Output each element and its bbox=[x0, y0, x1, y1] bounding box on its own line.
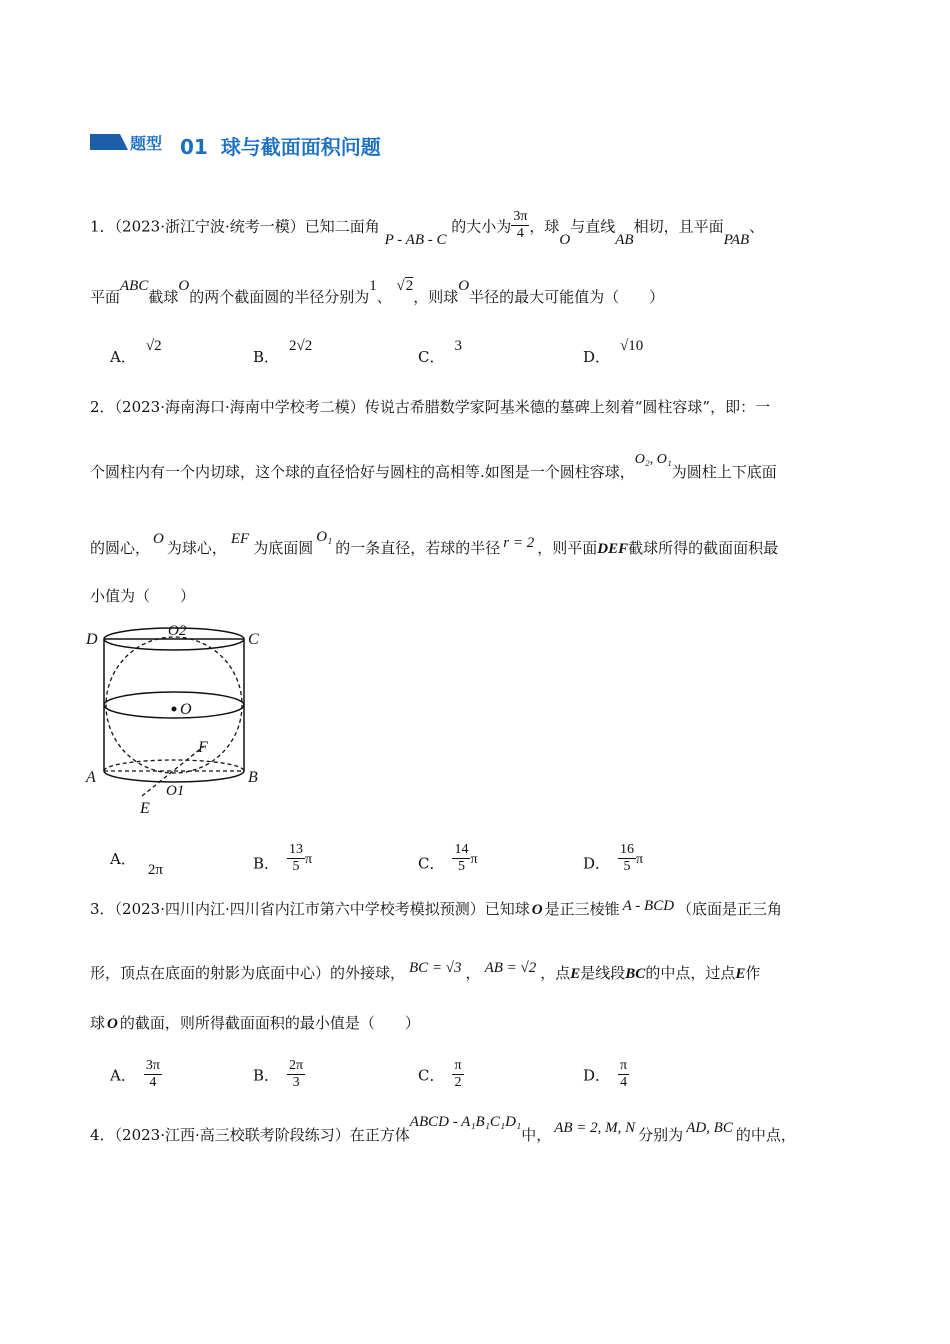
q1-text: 截球 bbox=[148, 288, 179, 306]
q3-option-d[interactable] bbox=[583, 1060, 629, 1093]
q1-AB: AB bbox=[615, 231, 634, 248]
option-fraction bbox=[452, 842, 470, 875]
cylinder-sphere-figure bbox=[80, 618, 270, 818]
option-label: D． bbox=[583, 854, 611, 873]
q1-text: 的大小为 bbox=[451, 217, 512, 236]
q2-text: 小值为（ ） bbox=[90, 587, 196, 605]
option-suffix: π bbox=[470, 851, 478, 867]
option-label: A． bbox=[110, 850, 136, 868]
q1-option-a[interactable] bbox=[110, 338, 162, 367]
q2-O: O bbox=[153, 531, 164, 547]
option-label: A． bbox=[110, 348, 136, 366]
bottom-ellipse-back bbox=[104, 760, 244, 771]
option-suffix: π bbox=[305, 851, 313, 867]
option-label: B． bbox=[253, 1066, 280, 1085]
option-label: D． bbox=[583, 1066, 611, 1085]
q1-option-d[interactable] bbox=[583, 338, 644, 367]
section-tag: 题型 bbox=[130, 134, 163, 153]
label-f: F bbox=[198, 739, 208, 756]
q2-text: 为圆柱上下底面 bbox=[671, 463, 777, 481]
frac-num: 3π bbox=[145, 1058, 160, 1073]
q2-option-d[interactable] bbox=[583, 842, 644, 881]
q1-frac-num: 3π bbox=[513, 209, 528, 224]
frac-num: 13 bbox=[289, 842, 304, 857]
q2-line2 bbox=[90, 452, 777, 482]
option-value: 2√2 bbox=[289, 338, 313, 354]
section-number: 01 bbox=[180, 135, 208, 159]
q2-EF: EF bbox=[230, 531, 250, 547]
q4-cube: ABCD - A₁B₁C₁D₁ bbox=[409, 1114, 522, 1130]
option-suffix: π bbox=[636, 851, 644, 867]
q3-number: 3． bbox=[90, 900, 115, 918]
q1-text: 、 bbox=[376, 288, 392, 306]
q1-r2-radicand: 2 bbox=[405, 278, 414, 294]
q2-text: 的一条直径，若球的半径 bbox=[335, 539, 501, 557]
q4-mid: AD, BC bbox=[686, 1120, 733, 1136]
q1-line2 bbox=[90, 278, 665, 307]
sphere-outline bbox=[106, 637, 242, 773]
label-o1: O1 bbox=[166, 783, 185, 799]
option-fraction bbox=[452, 1058, 463, 1091]
q1-angle: P - AB - C bbox=[384, 231, 447, 248]
q2-text: 的圆心， bbox=[90, 539, 151, 557]
q2-text: 为底面圆 bbox=[253, 539, 314, 557]
frac-num: π bbox=[620, 1058, 628, 1073]
q2-line4 bbox=[90, 585, 195, 606]
q1-option-c[interactable] bbox=[418, 338, 462, 367]
frac-den: 5 bbox=[623, 859, 631, 874]
q3-text: 是正三棱锥 bbox=[544, 900, 620, 918]
option-label: B． bbox=[253, 348, 280, 366]
frac-den: 4 bbox=[620, 1075, 628, 1090]
q3-bc: BC = √3 bbox=[409, 960, 462, 976]
frac-num: 14 bbox=[454, 842, 469, 857]
q3-text: ，点 bbox=[540, 964, 571, 982]
q3-O: O bbox=[107, 1016, 118, 1032]
q2-text: 截球所得的截面面积最 bbox=[628, 539, 779, 557]
label-b: B bbox=[248, 769, 258, 786]
option-fraction bbox=[618, 1058, 629, 1091]
q3-text: 是线段 bbox=[580, 964, 626, 982]
q4-text: 的中点， bbox=[735, 1126, 796, 1144]
option-label: C． bbox=[418, 854, 445, 873]
q2-text: ，则平面 bbox=[537, 539, 598, 557]
label-a: A bbox=[86, 769, 96, 786]
q2-source: （2023·海南海口·海南中学校考二模） bbox=[114, 398, 365, 416]
q3-text: 球 bbox=[90, 1014, 106, 1032]
q1-option-b[interactable] bbox=[253, 338, 313, 367]
q2-line3 bbox=[90, 529, 779, 558]
q1-ABC: ABC bbox=[120, 278, 149, 294]
option-label: A． bbox=[110, 1066, 136, 1085]
q1-source: （2023·浙江宁波·统考一模） bbox=[114, 217, 305, 236]
q3-text: 作 bbox=[745, 964, 761, 982]
q1-text: ，则球 bbox=[413, 288, 459, 306]
q1-O: O bbox=[559, 231, 571, 248]
frac-den: 5 bbox=[457, 859, 465, 874]
frac-den: 5 bbox=[292, 859, 300, 874]
option-label: C． bbox=[418, 1066, 445, 1085]
option-label: C． bbox=[418, 348, 445, 366]
q3-pyramid: A - BCD bbox=[622, 898, 675, 914]
q1-text: 已知二面角 bbox=[304, 217, 380, 236]
q2-option-b[interactable] bbox=[253, 842, 313, 881]
q2-O1: O₁ bbox=[316, 529, 333, 545]
q3-BC: BC bbox=[625, 966, 646, 982]
frac-den: 4 bbox=[149, 1075, 157, 1090]
q3-ab: AB = √2 bbox=[484, 960, 537, 976]
label-o: O bbox=[180, 701, 192, 718]
label-o2: O2 bbox=[168, 623, 187, 639]
q2-text: 传说古希腊数学家阿基米德的墓碑上刻着“圆柱容球”，即：一 bbox=[364, 398, 771, 416]
option-value: 3 bbox=[454, 338, 462, 354]
option-value: √2 bbox=[145, 338, 162, 354]
q3-option-c[interactable] bbox=[418, 1060, 464, 1093]
q4-line1 bbox=[90, 1114, 796, 1145]
q3-line1 bbox=[90, 898, 782, 919]
q1-text: 、 bbox=[749, 217, 765, 236]
q1-fraction bbox=[511, 209, 529, 242]
q1-PAB: PAB bbox=[723, 231, 750, 248]
q3-E: E bbox=[570, 966, 581, 982]
q1-text: 平面 bbox=[90, 288, 121, 306]
q1-frac-den: 4 bbox=[516, 226, 524, 241]
q3-option-b[interactable] bbox=[253, 1060, 305, 1093]
q3-text: 形，顶点在底面的射影为底面中心）的外接球， bbox=[90, 964, 406, 982]
q2-o2o1: O₂, O₁ bbox=[634, 452, 672, 467]
q3-text: 的截面，则所得截面面积的最小值是（ ） bbox=[119, 1014, 420, 1032]
q1-r2: √2 bbox=[396, 278, 414, 294]
q4-text: 中， bbox=[521, 1126, 552, 1144]
q4-text: 分别为 bbox=[638, 1126, 684, 1144]
q3-line2 bbox=[90, 962, 760, 983]
q3-O: O bbox=[531, 902, 543, 918]
q1-text: 半径的最大可能值为（ ） bbox=[469, 288, 665, 306]
label-d: D bbox=[86, 631, 98, 648]
option-value: √10 bbox=[620, 338, 644, 354]
q3-text: （底面是正三角 bbox=[677, 900, 783, 918]
q4-number: 4． bbox=[90, 1126, 115, 1144]
label-c: C bbox=[248, 631, 259, 648]
q3-text: 已知球 bbox=[484, 900, 530, 918]
q2-option-c[interactable] bbox=[418, 842, 478, 881]
q3-option-a[interactable] bbox=[110, 1060, 162, 1093]
q2-r: r = 2 bbox=[503, 535, 535, 551]
option-label: B． bbox=[253, 854, 280, 873]
option-fraction bbox=[618, 842, 636, 875]
q2-text: 为球心， bbox=[166, 539, 227, 557]
option-fraction bbox=[287, 1058, 305, 1091]
frac-den: 3 bbox=[292, 1075, 300, 1090]
q2-line1 bbox=[90, 396, 770, 417]
q1-text: 相切，且平面 bbox=[633, 217, 724, 236]
q3-text: ， bbox=[465, 964, 481, 982]
frac-num: 2π bbox=[289, 1058, 304, 1073]
section-banner bbox=[90, 130, 180, 154]
q4-text: 在正方体 bbox=[349, 1126, 410, 1144]
frac-num: 16 bbox=[620, 842, 635, 857]
label-e: E bbox=[140, 800, 150, 817]
q1-text: ，球 bbox=[529, 217, 560, 236]
q2-DEF: DEF bbox=[597, 541, 629, 557]
q3-E: E bbox=[735, 966, 746, 982]
frac-num: π bbox=[454, 1058, 462, 1073]
option-fraction bbox=[144, 1058, 162, 1091]
option-fraction bbox=[287, 842, 305, 875]
frac-den: 2 bbox=[454, 1075, 462, 1090]
section-title bbox=[180, 131, 381, 160]
q4-cond: AB = 2, M, N bbox=[554, 1120, 636, 1136]
q1-O: O bbox=[178, 278, 190, 294]
q1-text: 与直线 bbox=[570, 217, 616, 236]
center-dot bbox=[172, 707, 177, 712]
q3-text: 的中点，过点 bbox=[645, 964, 736, 982]
q1-r1: 1 bbox=[369, 278, 377, 294]
q1-number: 1． bbox=[90, 217, 115, 236]
q1-line1 bbox=[90, 209, 765, 248]
q2-option-a[interactable] bbox=[110, 848, 163, 878]
option-label: D． bbox=[583, 348, 611, 366]
option-value: 2π bbox=[147, 862, 163, 878]
q3-source: （2023·四川内江·四川省内江市第六中学校考模拟预测） bbox=[114, 900, 485, 918]
q2-number: 2． bbox=[90, 398, 115, 416]
q4-source: （2023·江西·高三校联考阶段练习） bbox=[114, 1126, 350, 1144]
q2-text: 个圆柱内有一个内切球，这个球的直径恰好与圆柱的高相等.如图是一个圆柱容球， bbox=[90, 463, 635, 481]
q1-text: 的两个截面圆的半径分别为 bbox=[189, 288, 370, 306]
q1-O: O bbox=[458, 278, 470, 294]
section-title-text: 球与截面面积问题 bbox=[220, 135, 381, 159]
q3-line3 bbox=[90, 1012, 420, 1033]
equator-back bbox=[104, 692, 244, 705]
